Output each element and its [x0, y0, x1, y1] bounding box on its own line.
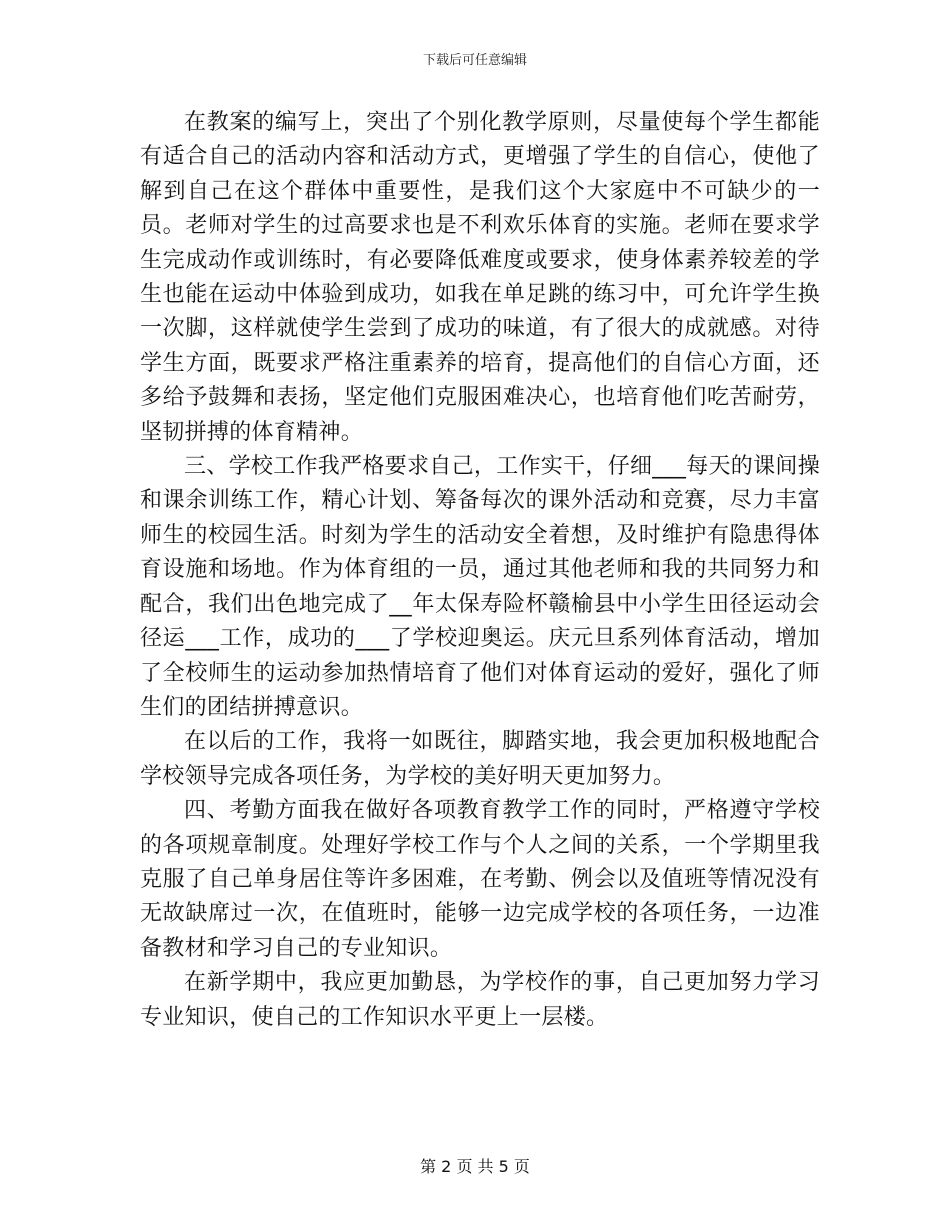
paragraph-3: 在以后的工作，我将一如既往，脚踏实地，我会更加积极地配合学校领导完成各项任务，为学校的美好明天更加努力。 — [140, 729, 820, 789]
document-body — [140, 106, 820, 1035]
paragraph-1: 在教案的编写上，突出了个别化教学原则，尽量使每个学生都能有适合自己的活动内容和活动方式，更增强了学生的自信心，使他了解到自己在这个群体中重要性，是我们这个大家庭中不可缺少的一员。老师对学生的过高要求也是不利欢乐体育的实施。老师在要求学生完成动作或训练时，有必要降低难度或要求，使身体素养较差的学生也能在运动中体验到成功，如我在单足跳的练习中，可允许学生换一次脚，这样就使学生尝到了成功的味道，有了很大的成就感。对待学生方面，既要求严格注重素养的培育，提高他们的自信心方面，还多给予鼓舞和表扬，坚定他们克服困难决心，也培育他们吃苦耐劳，坚韧拼搏的体育精神。 — [140, 110, 820, 445]
page-number-footer: 第 2 页 共 5 页 — [420, 1157, 530, 1176]
page-header: 下载后可任意编辑 — [422, 53, 527, 68]
paragraph-4: 四、考勤方面我在做好各项教育教学工作的同时，严格遵守学校的各项规章制度。处理好学校工作与个人之间的关系，一个学期里我克服了自己单身居住等许多困难，在考勤、例会以及值班等情况没有无故缺席过一次，在值班时，能够一边完成学校的各项任务，一边准备教材和学习自己的专业知识。 — [140, 798, 820, 961]
paragraph-5: 在新学期中，我应更加勤恳，为学校作的事，自己更加努力学习专业知识，使自己的工作知识水平更上一层楼。 — [140, 970, 820, 1030]
paragraph-2: 三、学校工作我严格要求自己，工作实干，仔细___每天的课间操和课余训练工作，精心计划、筹备每次的课外活动和竞赛，尽力丰富师生的校园生活。时刻为学生的活动安全着想，及时维护有隐患得体育设施和场地。作为体育组的一员，通过其他老师和我的共同努力和配合，我们出色地完成了__年太保寿险杯赣榆县中小学生田径运动会径运___工作，成功的___了学校迎奥运。庆元旦系列体育活动，增加了全校师生的运动参加热情培育了他们对体育运动的爱好，强化了师生们的团结拼搏意识。 — [140, 454, 821, 720]
